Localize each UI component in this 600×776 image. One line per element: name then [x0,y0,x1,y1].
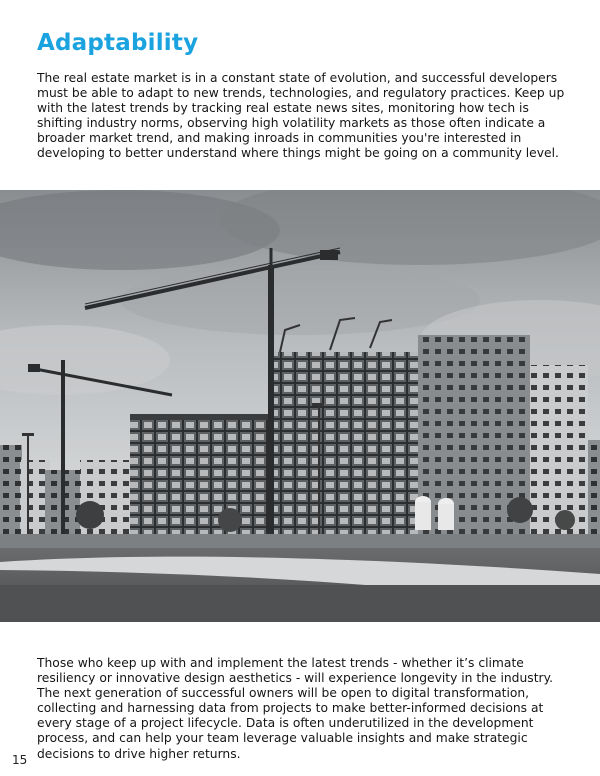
section-title: Adaptability [37,30,199,56]
construction-photo [0,190,600,622]
intro-paragraph: The real estate market is in a constant state of evolution, and successful developers must be able to adapt to new trends, technologies, and regulatory practices. Keep up with the latest trends by tracking real estate news sites, monitoring how tech is shifting industry norms, observing high volatility markets as those often indicate a broader market trend, and making inroads in communities you're interested in developing to better understand where things might be going on a community level. [37,71,565,161]
trends-paragraph: Those who keep up with and implement the latest trends - whether it’s climate resiliency or innovative design aesthetics - will experience longevity in the industry. The next generation of successful owners will be open to digital transformation, collecting and harnessing data from projects to make better-informed decisions at every stage of a project lifecycle. Data is often underutilized in the development process, and can help your team leverage valuable insights and make strategic decisions to drive higher returns. [37,656,554,761]
page-number: 15 [12,753,28,767]
